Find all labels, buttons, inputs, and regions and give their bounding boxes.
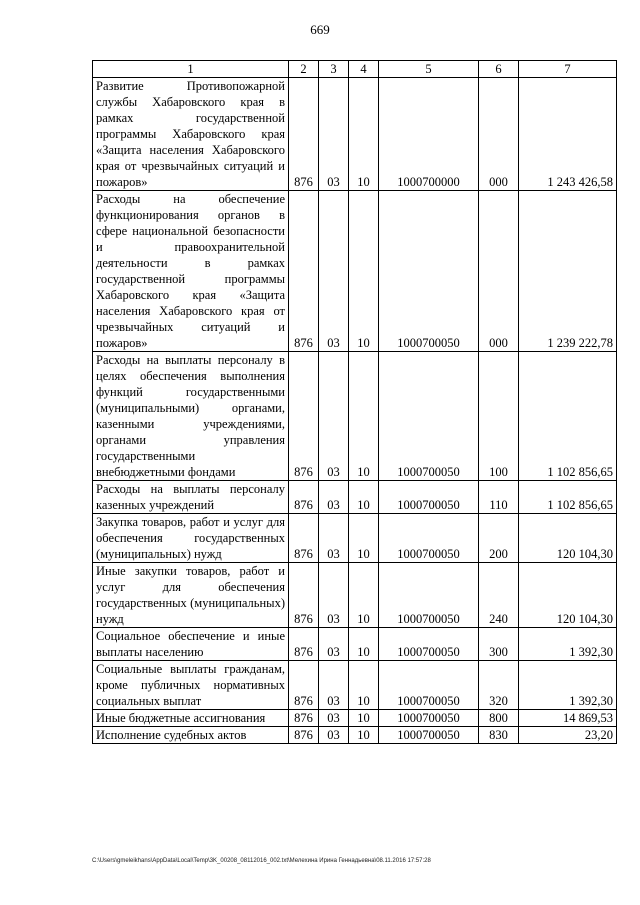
table-row bbox=[93, 191, 617, 352]
header-col-6: 6 bbox=[479, 61, 519, 78]
page-number: 669 bbox=[310, 22, 330, 37]
row-name: Расходы на выплаты персоналу в целях обеспечения выполнения функций государственными (муниципальными) органами, казенными учреждениями, органами управления государственными внебюджетными фондами bbox=[93, 352, 289, 481]
header-col-7: 7 bbox=[519, 61, 617, 78]
table-row bbox=[93, 481, 617, 514]
header-col-5: 5 bbox=[379, 61, 479, 78]
row-amount: 1 243 426,58 bbox=[519, 78, 617, 191]
row-name: Развитие Противопожарной службы Хабаровского края в рамках государственной программы Хабаровского края «Защита населения Хабаровского края от чрезвычайных ситуаций и пожаров» bbox=[93, 78, 289, 191]
row-subsection-code: 10 bbox=[349, 78, 379, 191]
row-ministry-code: 876 bbox=[289, 514, 319, 563]
row-section-code: 03 bbox=[319, 514, 349, 563]
row-amount: 1 392,30 bbox=[519, 628, 617, 661]
row-section-code: 03 bbox=[319, 710, 349, 727]
row-name: Расходы на обеспечение функционирования органов в сфере национальной безопасности и правоохранительной деятельности в рамках государственной программы Хабаровского края «Защита населения Хабаровского края от чрезвычайных ситуаций и пожаров» bbox=[93, 191, 289, 352]
row-target-code: 1000700050 bbox=[379, 727, 479, 744]
row-subsection-code: 10 bbox=[349, 628, 379, 661]
row-ministry-code: 876 bbox=[289, 727, 319, 744]
row-section-code: 03 bbox=[319, 191, 349, 352]
row-target-code: 1000700050 bbox=[379, 191, 479, 352]
row-target-code: 1000700050 bbox=[379, 628, 479, 661]
row-name: Иные закупки товаров, работ и услуг для обеспечения государственных (муниципальных) нужд bbox=[93, 563, 289, 628]
row-amount: 120 104,30 bbox=[519, 514, 617, 563]
header-col-1: 1 bbox=[93, 61, 289, 78]
row-expense-type: 830 bbox=[479, 727, 519, 744]
row-section-code: 03 bbox=[319, 563, 349, 628]
row-ministry-code: 876 bbox=[289, 352, 319, 481]
row-name: Социальное обеспечение и иные выплаты населению bbox=[93, 628, 289, 661]
row-ministry-code: 876 bbox=[289, 661, 319, 710]
row-ministry-code: 876 bbox=[289, 710, 319, 727]
row-target-code: 1000700050 bbox=[379, 514, 479, 563]
row-amount: 1 239 222,78 bbox=[519, 191, 617, 352]
row-expense-type: 240 bbox=[479, 563, 519, 628]
table-row bbox=[93, 727, 617, 744]
row-expense-type: 300 bbox=[479, 628, 519, 661]
row-section-code: 03 bbox=[319, 727, 349, 744]
table-row bbox=[93, 352, 617, 481]
row-subsection-code: 10 bbox=[349, 191, 379, 352]
budget-table bbox=[92, 60, 617, 744]
row-name: Исполнение судебных актов bbox=[93, 727, 289, 744]
row-expense-type: 100 bbox=[479, 352, 519, 481]
row-ministry-code: 876 bbox=[289, 628, 319, 661]
row-expense-type: 110 bbox=[479, 481, 519, 514]
row-expense-type: 320 bbox=[479, 661, 519, 710]
row-subsection-code: 10 bbox=[349, 352, 379, 481]
header-col-3: 3 bbox=[319, 61, 349, 78]
table-row bbox=[93, 563, 617, 628]
row-section-code: 03 bbox=[319, 661, 349, 710]
table-row bbox=[93, 514, 617, 563]
row-section-code: 03 bbox=[319, 628, 349, 661]
row-ministry-code: 876 bbox=[289, 563, 319, 628]
row-amount: 1 102 856,65 bbox=[519, 352, 617, 481]
row-amount: 1 392,30 bbox=[519, 661, 617, 710]
row-expense-type: 000 bbox=[479, 191, 519, 352]
row-expense-type: 000 bbox=[479, 78, 519, 191]
row-section-code: 03 bbox=[319, 481, 349, 514]
row-amount: 23,20 bbox=[519, 727, 617, 744]
table-row bbox=[93, 710, 617, 727]
row-target-code: 1000700050 bbox=[379, 352, 479, 481]
row-target-code: 1000700050 bbox=[379, 710, 479, 727]
row-subsection-code: 10 bbox=[349, 481, 379, 514]
header-row bbox=[93, 61, 617, 78]
row-target-code: 1000700050 bbox=[379, 661, 479, 710]
row-amount: 14 869,53 bbox=[519, 710, 617, 727]
row-target-code: 1000700050 bbox=[379, 563, 479, 628]
row-amount: 120 104,30 bbox=[519, 563, 617, 628]
row-expense-type: 200 bbox=[479, 514, 519, 563]
header-col-2: 2 bbox=[289, 61, 319, 78]
row-amount: 1 102 856,65 bbox=[519, 481, 617, 514]
row-expense-type: 800 bbox=[479, 710, 519, 727]
row-ministry-code: 876 bbox=[289, 191, 319, 352]
row-subsection-code: 10 bbox=[349, 710, 379, 727]
row-name: Иные бюджетные ассигнования bbox=[93, 710, 289, 727]
row-section-code: 03 bbox=[319, 352, 349, 481]
header-col-4: 4 bbox=[349, 61, 379, 78]
row-target-code: 1000700000 bbox=[379, 78, 479, 191]
table-row bbox=[93, 661, 617, 710]
row-subsection-code: 10 bbox=[349, 661, 379, 710]
file-path-footer: C:\Users\gmeleikhans\AppData\Local\Temp\3K_00208_08112016_002.txt\Мелехина Ирина Геннадьевна\08.11.2016 17:57:28 bbox=[92, 858, 431, 864]
row-section-code: 03 bbox=[319, 78, 349, 191]
row-target-code: 1000700050 bbox=[379, 481, 479, 514]
table-row bbox=[93, 628, 617, 661]
row-ministry-code: 876 bbox=[289, 78, 319, 191]
row-subsection-code: 10 bbox=[349, 563, 379, 628]
row-ministry-code: 876 bbox=[289, 481, 319, 514]
row-name: Социальные выплаты гражданам, кроме публичных нормативных социальных выплат bbox=[93, 661, 289, 710]
row-name: Закупка товаров, работ и услуг для обеспечения государственных (муниципальных) нужд bbox=[93, 514, 289, 563]
row-name: Расходы на выплаты персоналу казенных учреждений bbox=[93, 481, 289, 514]
row-subsection-code: 10 bbox=[349, 514, 379, 563]
row-subsection-code: 10 bbox=[349, 727, 379, 744]
table-row bbox=[93, 78, 617, 191]
